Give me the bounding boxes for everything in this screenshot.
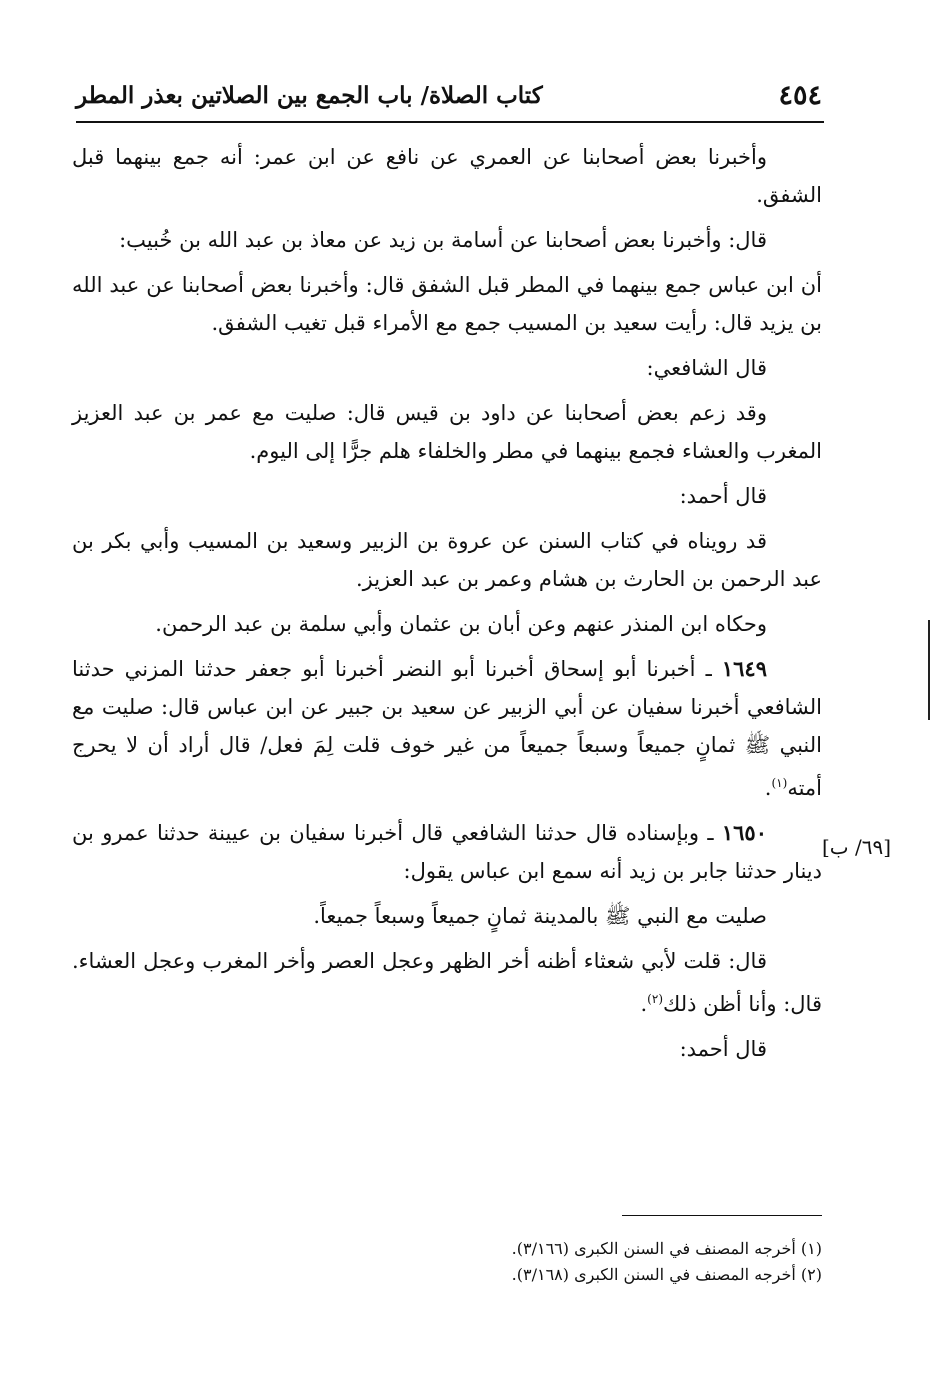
paragraph xyxy=(72,942,822,1023)
quote-line: صليت مع النبي ﷺ بالمدينة ثمانٍ جميعاً وسبعاً جميعاً. xyxy=(313,904,767,928)
main-text xyxy=(72,138,822,1075)
paragraph: وحكاه ابن المنذر عنهم وعن أبان بن عثمان وأبي سلمة بن عبد الرحمن. xyxy=(155,612,767,636)
hadith-number: ١٦٤٩ xyxy=(721,656,767,681)
page-header xyxy=(76,78,822,118)
hadith-text: ـ وبإسناده قال حدثنا الشافعي قال أخبرنا سفيان بن عيينة حدثنا عمرو بن دينار حدثنا جابر بن زيد أنه سمع ابن عباس يقول: xyxy=(72,821,822,883)
closing-line: قال أحمد: xyxy=(679,1037,767,1061)
footnote-2: (٢) أخرجه المصنف في السنن الكبرى (٣/١٦٨). xyxy=(511,1265,822,1284)
footnote-ref: (١) xyxy=(771,776,788,790)
paragraph: وأخبرنا بعض أصحابنا عن العمري عن نافع عن ابن عمر: أنه جمع بينهما قبل الشفق. xyxy=(72,145,822,207)
footnotes xyxy=(360,1236,822,1288)
scan-edge-mark xyxy=(928,620,930,720)
sentence-end: . xyxy=(640,992,648,1016)
hadith-1650 xyxy=(72,814,822,890)
paragraph: قال الشافعي: xyxy=(646,356,767,380)
sentence-end: . xyxy=(764,776,772,800)
hadith-number: ١٦٥٠ xyxy=(721,820,767,845)
hadith-text: ـ أخبرنا أبو إسحاق أخبرنا أبو النضر أخبرنا أبو جعفر حدثنا المزني حدثنا الشافعي أخبرنا سفيان عن أبي الزبير عن سعيد بن جبير عن ابن عباس قال: صليت مع النبي ﷺ ثمانٍ جميعاً وسبعاً جميعاً من غير خوف قلت لِمَ فعل/ قال أراد أن لا يحرج أمته xyxy=(72,657,822,800)
paragraph: قال: وأخبرنا بعض أصحابنا عن أسامة بن زيد عن معاذ بن عبد الله بن خُبيب: xyxy=(119,228,767,252)
paragraph: قال أحمد: xyxy=(679,484,767,508)
footnote-rule xyxy=(622,1215,822,1216)
page-number: ٤٥٤ xyxy=(778,80,822,111)
paragraph: أن ابن عباس جمع بينهما في المطر قبل الشفق قال: وأخبرنا بعض أصحابنا عن عبد الله بن يزيد قال: رأيت سعيد بن المسيب جمع مع الأمراء قبل تغيب الشفق. xyxy=(72,273,822,335)
manuscript-folio-marker: [٦٩/ ب] xyxy=(822,835,892,859)
hadith-1649 xyxy=(72,650,822,807)
running-title: كتاب الصلاة/ باب الجمع بين الصلاتين بعذر المطر xyxy=(76,82,543,109)
footnote-1: (١) أخرجه المصنف في السنن الكبرى (٣/١٦٦). xyxy=(511,1239,822,1258)
paragraph: وقد زعم بعض أصحابنا عن داود بن قيس قال: صليت مع عمر بن عبد العزيز المغرب والعشاء فجمع بينهما في مطر والخلفاء هلم جرًّا إلى اليوم. xyxy=(72,401,822,463)
header-rule xyxy=(76,121,824,123)
footnote-ref: (٢) xyxy=(647,992,663,1006)
qala-text: قال: قلت لأبي شعثاء أظنه أخر الظهر وعجل العصر وأخر المغرب وعجل العشاء. قال: وأنا أظن ذلك xyxy=(72,949,822,1016)
paragraph: قد رويناه في كتاب السنن عن عروة بن الزبير وسعيد بن المسيب وأبي بكر بن عبد الرحمن بن الحارث بن هشام وعمر بن عبد العزيز. xyxy=(72,529,822,591)
